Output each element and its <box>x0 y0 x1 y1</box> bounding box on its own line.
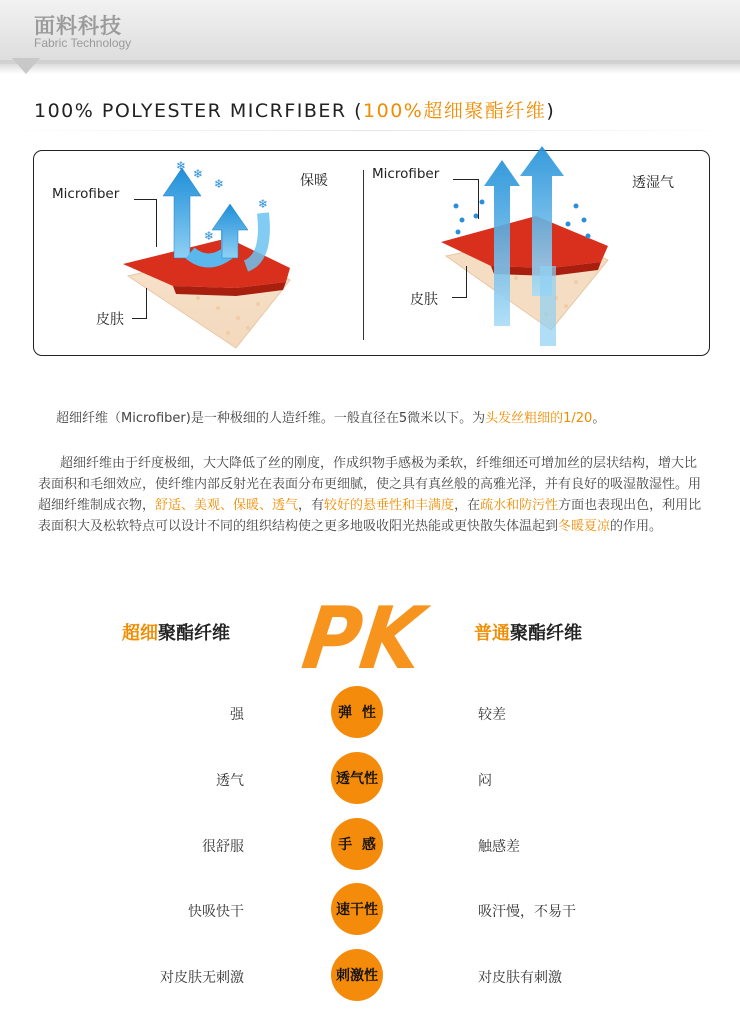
intro-p1-end: 。 <box>592 411 606 426</box>
right-heading-highlight: 普通 <box>474 623 510 644</box>
section-title-cn: 面料科技 <box>34 14 122 38</box>
row-2-criterion-badge: 透气性 <box>331 752 383 804</box>
title-prefix: 100% POLYESTER MICRFIBER ( <box>34 100 364 122</box>
svg-text:❄: ❄ <box>258 197 269 211</box>
left-microfiber-leader-v <box>156 199 157 247</box>
left-skin-label: 皮肤 <box>96 312 124 328</box>
left-heading-text: 聚酯纤维 <box>158 623 230 644</box>
right-skin-leader <box>452 297 466 298</box>
row-5-right: 对皮肤有刺激 <box>478 970 562 986</box>
row-4-left: 快吸快干 <box>188 904 244 920</box>
row-5-criterion-badge: 刺激性 <box>331 949 383 1001</box>
intro-p2-text-b: ，有 <box>298 498 325 513</box>
pk-label: PK <box>296 589 441 689</box>
row-5-left: 对皮肤无刺激 <box>160 970 244 986</box>
intro-p1-highlight: 头发丝粗细的1/20 <box>485 411 593 426</box>
section-header <box>0 0 740 64</box>
svg-text:❄: ❄ <box>204 229 215 243</box>
svg-text:❄: ❄ <box>214 177 225 191</box>
row-2-left: 透气 <box>216 773 244 789</box>
breathable-label: 透湿气 <box>632 175 674 191</box>
diagram-divider <box>363 170 364 340</box>
right-microfiber-leader-v <box>478 179 479 219</box>
row-3-right: 触感差 <box>478 839 520 855</box>
row-3-left: 很舒服 <box>202 839 244 855</box>
row-1-right: 较差 <box>478 707 506 723</box>
intro-p2-highlight-2: 较好的悬垂性和丰满度 <box>324 498 455 513</box>
row-4-right: 吸汗慢，不易干 <box>478 904 576 920</box>
title-divider <box>0 130 740 131</box>
right-microfiber-label: Microfiber <box>372 166 440 182</box>
header-notch <box>12 58 40 74</box>
svg-text:❄: ❄ <box>193 167 204 181</box>
fabric-title <box>34 96 555 123</box>
right-column-heading <box>474 619 582 645</box>
breath-arrow-3 <box>540 266 556 346</box>
row-1-left: 强 <box>230 707 244 723</box>
intro-p2-highlight-4: 冬暖夏凉 <box>558 519 611 534</box>
header-shadow <box>0 60 740 74</box>
warmth-diagram <box>118 158 298 353</box>
row-2-right: 闷 <box>478 773 492 789</box>
warm-arrow-left <box>163 167 204 258</box>
intro-paragraph-1 <box>38 408 702 429</box>
intro-p2-highlight-3: 疏水和防污性 <box>480 498 559 513</box>
intro-paragraph-2 <box>38 453 702 537</box>
left-column-heading <box>122 619 230 645</box>
intro-p2-highlight-1: 舒适、美观、保暖、透气 <box>155 498 299 513</box>
title-highlight: 100%超细聚酯纤维 <box>363 100 547 122</box>
svg-text:❄: ❄ <box>176 159 187 173</box>
left-microfiber-leader <box>134 199 156 200</box>
title-suffix: ) <box>546 100 556 122</box>
intro-p2-text-d: 方面也表现出色，利用比表面积大及松软特点可以设计不同的组织结构使之更多地吸收阳光热能或更快散失体温起到 <box>38 498 702 534</box>
intro-p2-text-e: 的作用。 <box>610 519 663 534</box>
row-4-criterion-badge: 速干性 <box>331 883 383 935</box>
warmth-label: 保暖 <box>300 173 328 189</box>
right-microfiber-leader <box>453 179 478 180</box>
pk-graphic <box>296 588 441 689</box>
left-skin-leader <box>132 318 146 319</box>
left-microfiber-label: Microfiber <box>52 186 120 202</box>
row-3-criterion-badge: 手 感 <box>331 818 383 870</box>
intro-p2-text-a: 超细纤维由于纤度极细，大大降低了丝的刚度，作成织物手感极为柔软，纤维细还可增加丝的层状结构，增大比表面积和毛细效应，使纤维内部反射光在表面分布更细腻，使之具有真丝般的高雅光泽，并有良好的吸湿散湿性。用超细纤维制成衣物， <box>38 456 702 513</box>
intro-p1-text: 超细纤维（Microfiber)是一种极细的人造纤维。一般直径在5微米以下。为 <box>56 411 486 426</box>
breathable-diagram <box>436 146 616 356</box>
left-skin-leader-v <box>146 288 147 319</box>
right-heading-text: 聚酯纤维 <box>510 623 582 644</box>
left-heading-highlight: 超细 <box>122 623 158 644</box>
row-1-criterion-badge: 弹 性 <box>331 686 383 738</box>
right-skin-leader-v <box>466 266 467 298</box>
section-title-en: Fabric Technology <box>34 36 132 50</box>
intro-p2-text-c: ，在 <box>454 498 481 513</box>
right-skin-label: 皮肤 <box>410 292 438 308</box>
